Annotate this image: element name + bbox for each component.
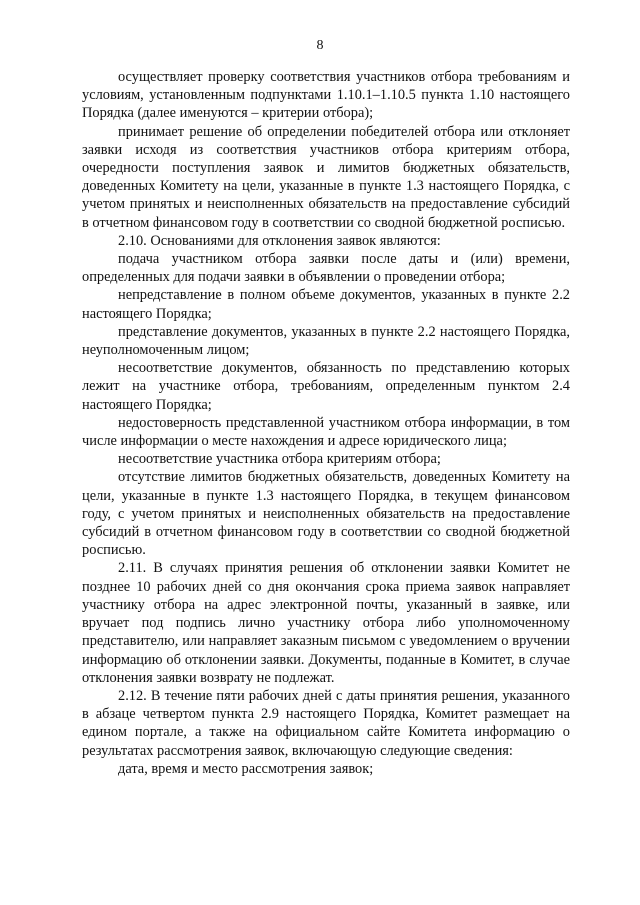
paragraph: несоответствие документов, обязанность по представлению которых лежит на участнике отбора, требованиям, определенным пунктом 2.4 настоящего Порядка;: [82, 360, 570, 413]
paragraph: 2.11. В случаях принятия решения об отклонении заявки Комитет не позднее 10 рабочих дней со дня окончания срока приема заявок направляет участнику отбора на адрес электронной почты, указанный в заявке, или вручает под подпись лично участнику отбора либо уполномоченному представителю, или направляет заказным письмом с уведомлением о вручении информацию об отклонении заявки. Документы, поданные в Комитет, в случае отклонения заявки возврату не подлежат.: [82, 560, 570, 686]
paragraph: осуществляет проверку соответствия участников отбора требованиям и условиям, установленным подпунктами 1.10.1–1.10.5 пункта 1.10 настоящего Порядка (далее именуются – критерии отбора);: [82, 69, 570, 122]
paragraph: дата, время и место рассмотрения заявок;: [118, 760, 374, 777]
paragraph: несоответствие участника отбора критериям отбора;: [118, 451, 441, 468]
paragraph: принимает решение об определении победителей отбора или отклоняет заявки исходя из соответствия участников отбора критериям отбора, очередности поступления заявок и лимитов бюджетных обязательств, доведенных Комитету на цели, указанные в пункте 1.3 настоящего Порядка, с учетом принятых и неисполненных обязательств на предоставление субсидий в отчетном финансовом году в соответствии со сводной бюджетной росписью.: [82, 123, 570, 231]
document-body: [82, 68, 570, 778]
page-number: 8: [316, 38, 324, 53]
paragraph: подача участником отбора заявки после даты и (или) времени, определенных для подачи заявки в объявлении о проведении отбора;: [82, 251, 570, 286]
paragraph: 2.12. В течение пяти рабочих дней с даты принятия решения, указанного в абзаце четвертом пункта 2.9 настоящего Порядка, Комитет размещает на едином портале, а также на официальном сайте Комитета информацию о результатах рассмотрения заявок, включающую следующие сведения:: [82, 687, 570, 759]
paragraph: 2.10. Основаниями для отклонения заявок являются:: [118, 232, 441, 249]
paragraph: непредставление в полном объеме документов, указанных в пункте 2.2 настоящего Порядка;: [82, 287, 570, 322]
paragraph: представление документов, указанных в пункте 2.2 настоящего Порядка, неуполномоченным лицом;: [82, 323, 570, 359]
paragraph: недостоверность представленной участником отбора информации, в том числе информации о месте нахождения и адресе юридического лица;: [82, 414, 570, 450]
paragraph: отсутствие лимитов бюджетных обязательств, доведенных Комитету на цели, указанные в пункте 1.3 настоящего Порядка, в текущем финансовом году, с учетом принятых и неисполненных обязательств на предоставление субсидий в отчетном финансовом году в соответствии со сводной бюджетной росписью.: [82, 469, 570, 559]
